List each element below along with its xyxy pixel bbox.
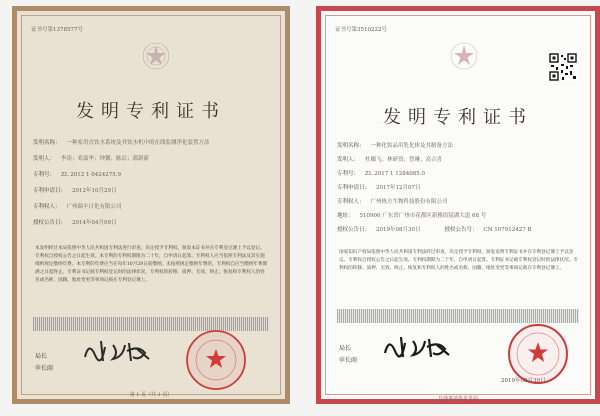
field-label: 发明人：: [337, 157, 360, 163]
page-footer: 第 1 页（共 1 页）: [129, 392, 173, 398]
field-grant-date: [337, 225, 583, 233]
certificate-body-text: 本发明经过本局依照中华人民共和国专利法进行审查，决定授予专利权，颁发本证书并在专利登记簿上予以登记。专利权自授权公告之日起生效。本专利的专利权期限为二十年，自申请日起算。专利权人应当依照专利法及其实施细则规定缴纳年费。本专利的年费应当在每年10月29日前缴纳。未按照规定缴纳年费的，专利权自应当缴纳年费期满之日起终止。专利证书记载专利权登记时的法律状况。专利权的转移、质押、无效、终止、恢复和专利权人的姓名或名称、国籍、地址变更等事项记载在专利登记簿上。: [35, 246, 268, 283]
field-value: 2012年10月29日: [72, 188, 117, 194]
field-label: 发明人：: [33, 156, 56, 162]
field-value: CN 107912427 B: [483, 227, 532, 233]
director-name-label: 申长雨: [35, 365, 54, 372]
patent-emblem-icon: [141, 41, 171, 71]
field-label: 地址：: [337, 213, 354, 219]
field-value: 2019年08月30日: [376, 227, 421, 233]
field-value: 一种化妆品用乳化体及其制备方法: [370, 143, 454, 149]
director-signature: [379, 333, 459, 361]
field-value: 510900 广东省广州市花都区新雅街镜湖大道 68 号: [359, 213, 487, 219]
field-value: 2014年04月09日: [72, 220, 117, 226]
field-label: 专利申请日：: [33, 188, 67, 194]
director-label: 局长: [35, 353, 48, 360]
field-value: 李涛；邓嘉华；钟馨；陈洁；郭新新: [61, 156, 150, 162]
field-invention-name: [337, 141, 583, 149]
field-label: 专利号：: [337, 171, 360, 177]
field-label: 发明名称：: [337, 143, 365, 149]
field-value: 杜娜飞；林研资；曾琳；高合喜: [365, 157, 443, 163]
field-invention-name: [33, 138, 273, 146]
field-value: 一种家用直饮水系统及其饮水机中的在线监测净化装置方法: [66, 140, 210, 146]
field-label: 授权公告日：: [33, 220, 67, 226]
field-address: [337, 211, 583, 219]
field-label: 专利权人：: [337, 199, 365, 205]
official-seal-icon: [185, 329, 247, 391]
page-footer: 其他事项参见背面: [437, 396, 478, 402]
field-value: ZL 2017 1 1284085.0: [365, 171, 425, 177]
field-inventors: [337, 155, 583, 163]
field-label: 专利申请日：: [337, 185, 371, 191]
field-value: 广州栋方生物科技股份有限公司: [370, 199, 448, 205]
barcode-strip: [337, 309, 579, 323]
certificate-number: 证书号第1378577号: [31, 27, 83, 33]
certificate-title: 发明专利证书: [76, 101, 226, 122]
field-label: 发明名称：: [33, 140, 61, 146]
qr-code-icon: [549, 53, 577, 81]
director-signature: [79, 337, 159, 365]
field-patentee: [337, 197, 583, 205]
patent-certificate-1: [12, 6, 290, 404]
seal-date: 2019年08月30日: [501, 378, 546, 384]
patent-certificate-2: [316, 6, 600, 404]
field-patent-number: [33, 170, 273, 178]
field-grant-date: [33, 218, 273, 226]
field-application-date: [33, 186, 273, 194]
field-value: 2017年12月07日: [376, 185, 421, 191]
field-patent-number: [337, 169, 583, 177]
director-name-label: 申长雨: [339, 357, 358, 364]
field-application-date: [337, 183, 583, 191]
certificate-title: 发明专利证书: [383, 107, 533, 128]
field-value: 广州瑞丰日化有限公司: [66, 204, 122, 210]
field-label: 专利权人：: [33, 204, 61, 210]
field-inventors: [33, 154, 273, 162]
certificate-number: 证书号第3510222号: [335, 27, 387, 33]
field-label: 授权公告号：: [444, 227, 478, 233]
director-label: 局长: [339, 345, 352, 352]
field-patentee: [33, 202, 273, 210]
patent-emblem-icon: [449, 41, 479, 71]
field-label: 专利号：: [33, 172, 56, 178]
certificate-body-text: 国家知识产权局依照中华人民共和国专利法经过审查，决定授予专利权，颁发发明专利证书并在专利登记簿上予以登记。专利权自授权公告之日起生效。专利权期限为二十年，自申请日起算。专利证书记载专利权登记时的法律状况。专利权的转移、质押、无效、终止、恢复和专利权人的姓名或名称、国籍、地址变更等事项记载在专利登记簿上。: [339, 250, 578, 271]
field-label: 授权公告日：: [337, 227, 371, 233]
field-value: ZL 2012 1 0424275.9: [61, 172, 121, 178]
